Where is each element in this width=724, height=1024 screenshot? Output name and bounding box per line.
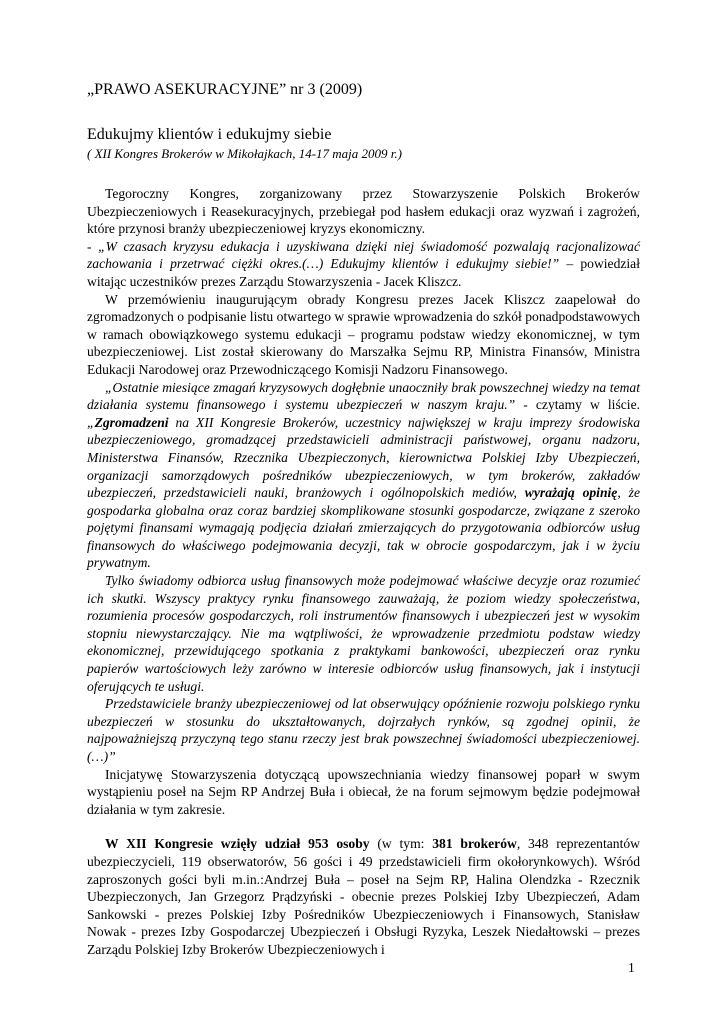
attendance-bold: W XII Kongresie wzięły udział 953 osoby (105, 836, 370, 852)
paragraph-support: Inicjatywę Stowarzyszenia dotyczącą upowszechniania wiedzy finansowej poparł w swym wystąpieniu poseł na Sejm RP Andrzej Buła i obiecał, że na forum sejmowym będzie podejmował działania w tym zakresie. (87, 766, 640, 817)
letter-quote-2b: , że gospodarka globalna oraz coraz bardziej skomplikowane stosunki gospodarcze, związane z szeroko pojętymi finansami wymagają podjęcia działań zmierzających do przygotowania odbiorców usług finansowych do właściwego podejmowania decyzji, tak w obrocie gospodarczym, jak i w życiu prywatnym. (87, 485, 640, 571)
quote-kliszcz: „W czasach kryzysu edukacja i uzyskiwana dzięki niej świadomość pozwalają racjonalizować zachowania i przetrwać ciężki okres.(…) Edukujmy klientów i edukujmy siebie!” (87, 238, 640, 272)
paragraph-intro: Tegoroczny Kongres, zorganizowany przez Stowarzyszenie Polskich Brokerów Ubezpieczeniowych i Reasekuracyjnych, przebiegał pod hasłem edukacji oraz wyzwań i zagrożeń, które przynosi branży ubezpieczeniowej kryzys ekonomiczny. (87, 186, 640, 237)
paragraph-industry-opinion: Przedstawiciele branży ubezpieczeniowej od lat obserwujący opóźnienie rozwoju polskiego rynku ubezpieczeń w stosunku do ukształtowanych, dojrzałych rynków, są zgodnej opinii, że najpoważniejszą przyczyną tego stanu rzeczy jest brak powszechnej świadomości ubezpieczeniowej.(…)” (87, 696, 640, 764)
letter-quote-open: „ (87, 414, 95, 430)
quote-attribution: – powiedział witając uczestników prezes Zarządu Stowarzyszenia - Jacek Kliszcz. (87, 256, 640, 289)
paragraph-letter-quote (87, 379, 640, 573)
attendance-text-a: (w tym: (369, 836, 433, 852)
article-body (87, 185, 640, 959)
article-subtitle: ( XII Kongres Brokerów w Mikołajkach, 14-17 maja 2009 r.) (87, 146, 402, 161)
paragraph-attendance (87, 835, 640, 958)
article-title: Edukujmy klientów i edukujmy siebie (87, 126, 332, 143)
attendance-text-b: , 348 reprezentantów ubezpieczycieli, 119 obserwatorów, 56 gości i 49 przedstawicieli firm okołorynkowych). Wśród zaproszonych gości byli m.in.:Andrzej Buła – poseł na Sejm RP, Halina Olendzka - Rzecznik Ubezpieczonych, Jan Grzegorz Prądzyński - obecnie prezes Polskiej Izby Ubezpieczeń, Adam Sankowski - prezes Polskiej Izby Pośredników Ubezpieczeniowych i Finansowych, Stanisław Nowak - prezes Izby Gospodarczej Ubezpieczeń i Obsługi Ryzyka, Leszek Niedałtowski – prezes Zarządu Polskiej Izby Brokerów Ubezpieczeniowych i (87, 836, 640, 957)
paragraph-quote-kliszcz (87, 238, 640, 291)
document-page (87, 80, 640, 959)
paragraph-open-letter: W przemówieniu inaugurującym obrady Kongresu prezes Jacek Kliszcz zaapelował do zgromadzonych o podpisanie listu otwartego w sprawie wprowadzenia do szkół ponadpodstawowych w ramach obowiązkowego systemu edukacji – programu podstaw wiedzy ekonomicznej, w tym ubezpieczeniowej. List został skierowany do Marszałka Sejmu RP, Ministra Finansów, Ministra Edukacji Narodowej oraz Przewodniczącego Komisji Nadzoru Finansowego. (87, 291, 640, 377)
letter-quote-bold-2: wyrażają opinię (524, 485, 618, 501)
letter-quote-connector: - czytamy w liście. (515, 397, 640, 413)
letter-quote-2a: na XII Kongresie Brokerów, uczestnicy największej w kraju imprezy środowiska ubezpieczeniowego, gromadzącej przedstawicieli administracji państwowej, organu nadzoru, Ministerstwa Finansów, Rzecznika Ubezpieczonych, kierownictwa Polskiej Izby Ubezpieczeń, organizacji samorządowych pośredników ubezpieczeniowych, w tym brokerów, zakładów ubezpieczeń, przedstawicieli nauki, branżowych i ogólnopolskich mediów, (87, 414, 640, 501)
paragraph-informed-consumer: Tylko świadomy odbiorca usług finansowych może podejmować właściwe decyzje oraz rozumieć ich skutki. Wszyscy praktycy rynku finansowego zauważają, że poziom wiedzy społeczeństwa, rozumienia procesów gospodarczych, roli instrumentów finansowych i ubezpieczeń jest w wysokim stopniu niewystarczający. Nie ma wątpliwości, że wprowadzenie przedmiotu podstaw wiedzy ekonomicznej, przewidującego spotkania z praktykami bankowości, ubezpieczeń oraz rynku papierów wartościowych leży zarówno w interesie odbiorców usług finansowych, jak i instytucji oferujących te usługi. (87, 573, 640, 694)
brokers-count-bold: 381 brokerów (432, 836, 517, 852)
dash-prefix: - (87, 238, 99, 254)
letter-quote-1: „Ostatnie miesiące zmagań kryzysowych dogłębnie unaoczniły brak powszechnej wiedzy na temat działania systemu finansowego i systemu ubezpieczeń w naszym kraju.” (87, 379, 640, 413)
letter-quote-bold-1: Zgromadzeni (94, 414, 169, 430)
page-number: 1 (628, 960, 635, 975)
journal-header: „PRAWO ASEKURACYJNE” nr 3 (2009) (87, 81, 363, 98)
